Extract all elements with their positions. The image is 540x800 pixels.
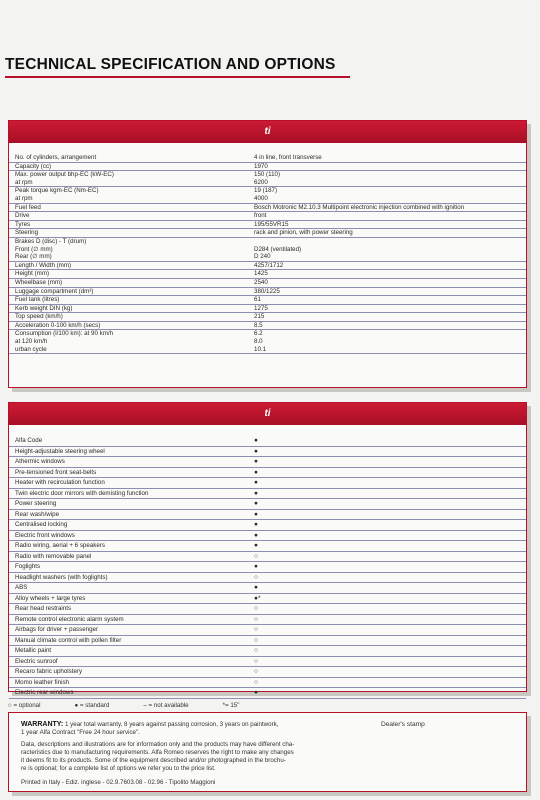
row-label: Length / Width (mm) <box>15 261 72 269</box>
row-label: Radio with removable panel <box>15 552 92 560</box>
spec-panel <box>8 120 527 388</box>
legend-standard: ● = standard <box>74 702 110 709</box>
row-label: Kerb weight DIN (kg) <box>15 304 73 312</box>
row-label: Manual climate control with pollen filter <box>15 636 122 644</box>
table-row <box>9 678 526 689</box>
row-value: ● <box>254 468 258 476</box>
row-value: 195/55VR15 <box>254 220 289 228</box>
row-value: 4257/1712 <box>254 261 284 269</box>
row-label: Electric sunroof <box>15 657 58 665</box>
table-row <box>9 279 526 288</box>
row-value: front <box>254 212 267 220</box>
row-label: Electric rear windows <box>15 689 74 697</box>
warranty-line: 1 year Alfa Contract "Free 24 hour service". <box>21 729 140 736</box>
row-value: ○ <box>254 615 258 623</box>
table-row <box>9 583 526 594</box>
table-row <box>9 562 526 573</box>
options-panel <box>8 402 527 697</box>
row-label: Foglights <box>15 563 41 571</box>
table-row <box>9 171 526 187</box>
table-row <box>9 636 526 647</box>
table-row <box>9 478 526 489</box>
table-row <box>9 594 526 605</box>
disclaimer-line: re is optional; for a complete list of options we refer you to the price list. <box>21 765 216 772</box>
row-label: Peak torque kgm-EC (Nm-EC) at rpm <box>15 187 99 202</box>
row-value: ● <box>254 447 258 455</box>
row-value: ○ <box>254 573 258 581</box>
row-value: D284 (ventilated) D 240 <box>254 245 302 261</box>
row-label: Acceleration 0-100 km/h (secs) <box>15 321 101 329</box>
table-row <box>9 541 526 552</box>
row-value: ○ <box>254 605 258 613</box>
row-label: Pre-tensioned front seat-belts <box>15 468 97 476</box>
table-row <box>9 457 526 468</box>
table-row <box>9 296 526 305</box>
row-value: ● <box>254 437 258 445</box>
row-label: Tyres <box>15 220 31 228</box>
row-label: Metallic paint <box>15 647 52 655</box>
table-row <box>9 510 526 521</box>
row-label: Radio wiring, aerial + 6 speakers <box>15 542 105 550</box>
row-label: Fuel feed <box>15 203 41 211</box>
row-label: Momo leather finish <box>15 678 69 686</box>
title-rule <box>5 76 350 78</box>
row-value: ● <box>254 542 258 550</box>
row-value: ● <box>254 584 258 592</box>
disclaimer-line: it deems fit to its products. Some of the equipment described and/or photographed in the brochu- <box>21 757 286 764</box>
row-value: ● <box>254 500 258 508</box>
row-value: ○ <box>254 678 258 686</box>
row-value: 4 in line, front transverse <box>254 154 322 161</box>
row-value: 215 <box>254 313 265 321</box>
table-row <box>9 625 526 636</box>
row-label: Headlight washers (with foglights) <box>15 573 108 581</box>
row-label: No. of cylinders, arrangement <box>15 154 97 161</box>
row-value: ● <box>254 563 258 571</box>
row-label: Max. power output bhp-EC (kW-EC) at rpm <box>15 171 114 186</box>
options-panel-header: ti <box>9 403 526 425</box>
disclaimer-line: Data, descriptions and illustrations are for information only and the products may have different cha- <box>21 741 295 748</box>
row-value: ● <box>254 689 258 697</box>
table-row <box>9 212 526 221</box>
options-table <box>9 436 526 699</box>
row-label: Top speed (km/h) <box>15 313 63 321</box>
table-row <box>9 520 526 531</box>
row-label: Athermic windows <box>15 458 65 466</box>
row-value: rack and pinion, with power steering <box>254 229 353 237</box>
row-label: Wheelbase (mm) <box>15 278 63 286</box>
row-value: ● <box>254 479 258 487</box>
table-row <box>9 154 526 163</box>
row-value: ● <box>254 458 258 466</box>
row-label: Heater with recirculation function <box>15 479 105 487</box>
table-row <box>9 229 526 238</box>
row-label: Electric front windows <box>15 531 75 539</box>
row-label: Centralised locking <box>15 521 68 529</box>
legend-not-available: – = not available <box>143 702 189 709</box>
table-row <box>9 657 526 668</box>
row-value: ○ <box>254 647 258 655</box>
row-label: Steering <box>15 229 39 237</box>
row-value: ○ <box>254 657 258 665</box>
table-row <box>9 667 526 678</box>
printed-info: Printed in Italy - Ediz. inglese - 02.9.7603.08 - 02.96 - Tipolito Maggioni <box>21 779 216 786</box>
row-value: ○ <box>254 626 258 634</box>
table-row <box>9 238 526 262</box>
row-value: ○ <box>254 552 258 560</box>
row-label: Fuel tank (litres) <box>15 296 60 304</box>
table-row <box>9 604 526 615</box>
row-value: 19 (187) 4000 <box>254 187 278 202</box>
row-label: Brakes D (disc) - T (drum) Front (∅ mm) Rear (∅ mm) <box>15 237 87 261</box>
row-label: Rear wash/wipe <box>15 510 60 518</box>
page-title: TECHNICAL SPECIFICATION AND OPTIONS <box>5 56 336 73</box>
row-label: Alloy wheels + large tyres <box>15 594 86 602</box>
table-row <box>9 531 526 542</box>
table-row <box>9 447 526 458</box>
row-value: ●* <box>254 594 261 602</box>
row-label: Airbags for driver + passenger <box>15 626 99 634</box>
legend-footnote: *= 15" <box>222 702 240 709</box>
row-value: 1970 <box>254 162 268 170</box>
row-label: Rear head restraints <box>15 605 72 613</box>
table-row <box>9 436 526 447</box>
table-row <box>9 187 526 203</box>
legend <box>8 702 239 709</box>
row-value: 1425 <box>254 270 268 278</box>
row-label: Drive <box>15 212 30 220</box>
table-row <box>9 270 526 279</box>
table-row <box>9 163 526 172</box>
row-value: ● <box>254 489 258 497</box>
row-label: Luggage compartment (dm³) <box>15 287 94 295</box>
row-label: ABS <box>15 584 28 592</box>
row-value: 380/1225 <box>254 287 280 295</box>
table-row <box>9 688 526 699</box>
table-row <box>9 489 526 500</box>
row-label: Height-adjustable steering wheel <box>15 447 105 455</box>
table-row <box>9 322 526 331</box>
table-row <box>9 330 526 354</box>
dealer-stamp: Dealer's stamp <box>381 721 425 728</box>
row-value: 8.5 <box>254 321 263 329</box>
row-value: 61 <box>254 296 261 304</box>
warranty-title: WARRANTY: <box>21 721 64 728</box>
row-value: ● <box>254 521 258 529</box>
warranty-box <box>8 712 527 792</box>
table-row <box>9 552 526 563</box>
row-value: ○ <box>254 636 258 644</box>
disclaimer <box>21 741 311 773</box>
table-row <box>9 221 526 230</box>
row-label: Power steering <box>15 500 57 508</box>
table-row <box>9 204 526 213</box>
table-row <box>9 615 526 626</box>
row-label: Remote control electronic alarm system <box>15 615 124 623</box>
spec-table <box>9 154 526 354</box>
table-row <box>9 499 526 510</box>
row-label: Consumption (l/100 km): at 90 km/h at 120 km/h urban cycle <box>15 330 114 353</box>
row-value: 1275 <box>254 304 268 312</box>
table-row <box>9 262 526 271</box>
table-row <box>9 305 526 314</box>
row-value: 6.2 8.0 10.1 <box>254 330 267 353</box>
table-row <box>9 468 526 479</box>
row-label: Height (mm) <box>15 270 50 278</box>
table-row <box>9 646 526 657</box>
row-label: Twin electric door mirrors with demisting function <box>15 489 149 497</box>
row-value: ● <box>254 510 258 518</box>
row-label: Alfa Code <box>15 437 43 445</box>
row-value: 2540 <box>254 278 268 286</box>
table-row <box>9 313 526 322</box>
row-value: ○ <box>254 668 258 676</box>
disclaimer-line: racteristics due to manufacturing requirements. Alfa Romeo reserves the right to make any changes <box>21 749 294 756</box>
row-label: Recaro fabric upholstery <box>15 668 83 676</box>
spec-panel-header: ti <box>9 121 526 143</box>
table-row <box>9 288 526 297</box>
table-row <box>9 573 526 584</box>
legend-optional: ○ = optional <box>8 702 41 709</box>
row-value: Bosch Motronic M2.10.3 Multipoint electronic injection combined with ignition <box>254 203 465 211</box>
row-label: Capacity (cc) <box>15 162 52 170</box>
warranty-line: 1 year total warranty, 8 years against passing corrosion, 3 years on paintwork, <box>65 721 279 728</box>
row-value: ● <box>254 531 258 539</box>
row-value: 150 (110) 6200 <box>254 171 281 186</box>
